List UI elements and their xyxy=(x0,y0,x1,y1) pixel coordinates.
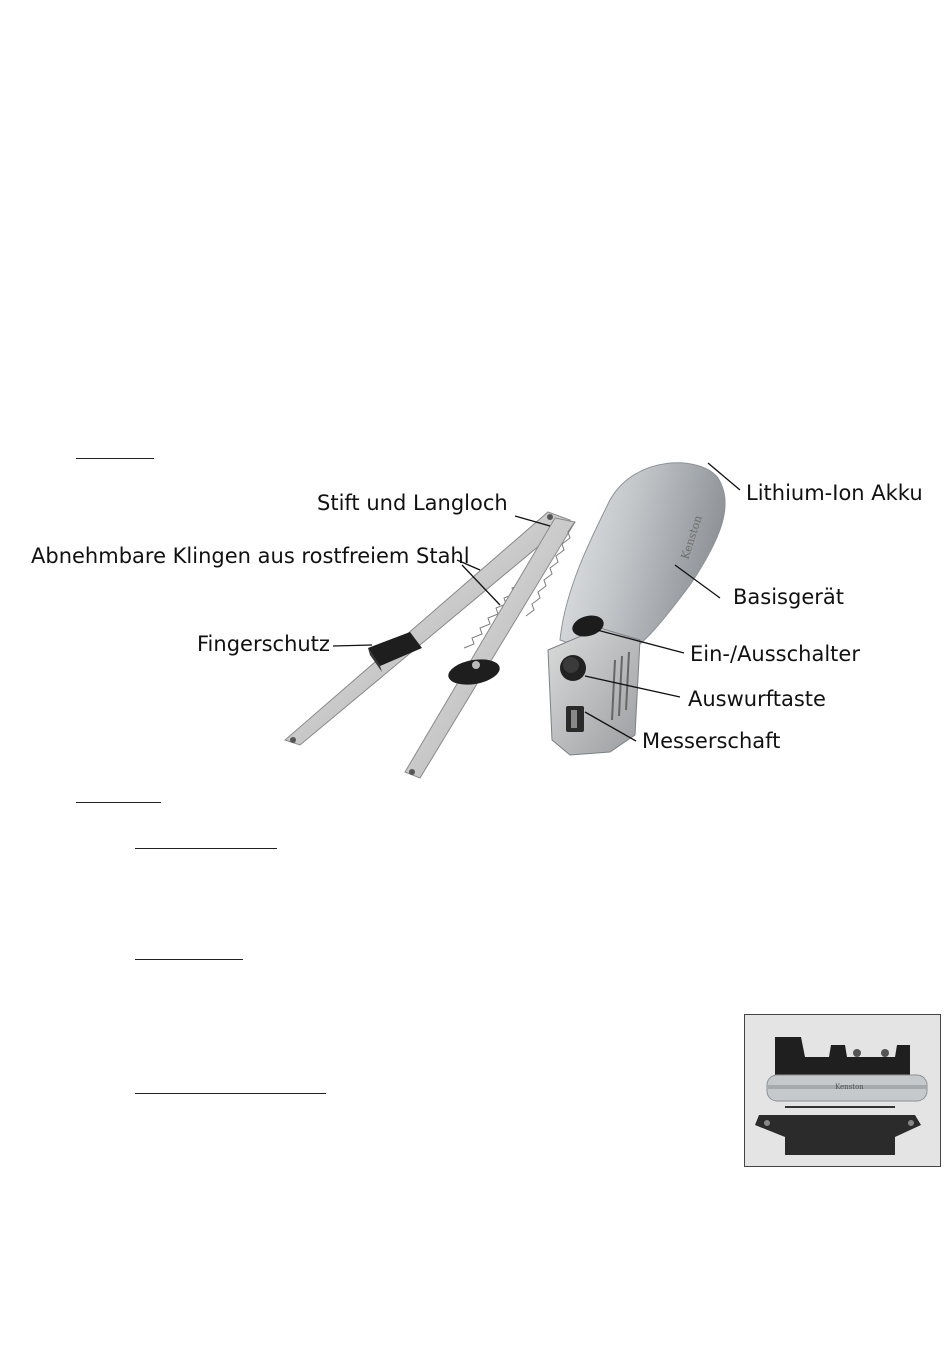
holder-illustration xyxy=(745,1015,941,1167)
subheading-underline-2 xyxy=(135,959,243,960)
thumb-brand-mark: Kenston xyxy=(835,1083,864,1091)
label-messerschaft: Messerschaft xyxy=(642,729,781,753)
subheading-underline-1 xyxy=(135,848,277,849)
finger-guard-right xyxy=(446,656,501,689)
handle-brand-mark: Kenston xyxy=(678,513,705,561)
label-lithium-ion-akku: Lithium-Ion Akku xyxy=(746,481,923,505)
label-auswurftaste: Auswurftaste xyxy=(688,687,826,711)
label-fingerschutz: Fingerschutz xyxy=(197,632,330,656)
label-abnehmbare-klingen: Abnehmbare Klingen aus rostfreiem Stahl xyxy=(31,544,470,568)
handle-body xyxy=(548,463,725,755)
subheading-underline-3 xyxy=(135,1093,326,1094)
label-stift-und-langloch: Stift und Langloch xyxy=(317,491,508,515)
label-basisgeraet: Basisgerät xyxy=(733,585,844,609)
label-ein-ausschalter: Ein-/Ausschalter xyxy=(690,642,860,666)
holder-photo xyxy=(744,1014,941,1167)
heading-underline-2 xyxy=(76,802,161,803)
